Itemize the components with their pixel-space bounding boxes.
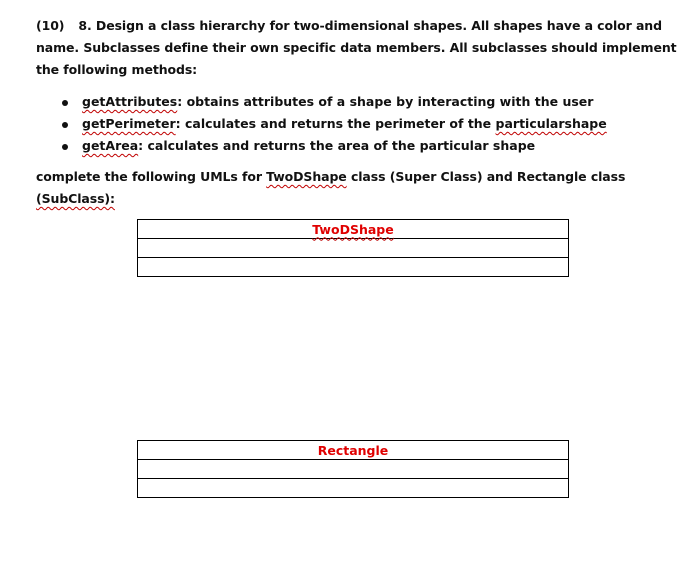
uml-attributes-cell[interactable] <box>138 460 569 479</box>
method-desc-tail: particularshape <box>495 116 607 131</box>
method-name: getAttributes <box>82 94 178 109</box>
bullet-icon <box>62 122 68 128</box>
instruction-subclass: (SubClass): <box>36 191 115 206</box>
uml-subclass-title: Rectangle <box>138 441 569 460</box>
question-intro-3: the following methods: <box>36 62 198 77</box>
uml-subclass-table <box>137 440 569 498</box>
instruction-line-1 <box>36 169 625 184</box>
question-intro-2: name. Subclasses define their own specific data members. All subclasses should implement <box>36 40 677 55</box>
instruction-line-2 <box>36 191 115 206</box>
uml-attributes-cell[interactable] <box>138 239 569 258</box>
method-name: getPerimeter <box>82 116 176 131</box>
question-line-1 <box>36 18 662 33</box>
instruction-text: complete the following UMLs for <box>36 169 267 184</box>
instruction-text-end: class (Super Class) and Rectangle class <box>346 169 626 184</box>
uml-superclass-name: TwoDShape <box>312 221 394 237</box>
uml-methods-cell[interactable] <box>138 258 569 277</box>
method-desc: : calculates and returns the area of the particular shape <box>138 138 536 153</box>
uml-superclass-table <box>137 219 569 277</box>
uml-methods-cell[interactable] <box>138 479 569 498</box>
question-intro-1: 8. Design a class hierarchy for two-dimensional shapes. All shapes have a color and <box>78 18 662 33</box>
method-name: getArea <box>82 138 139 153</box>
question-number: (10) <box>36 18 65 33</box>
method-desc: : calculates and returns the perimeter of the <box>175 116 496 131</box>
instruction-class-name: TwoDShape <box>266 169 347 184</box>
bullet-icon <box>62 100 68 106</box>
bullet-icon <box>62 144 68 150</box>
method-desc: : obtains attributes of a shape by interacting with the user <box>177 94 594 109</box>
uml-superclass-title <box>138 220 569 239</box>
